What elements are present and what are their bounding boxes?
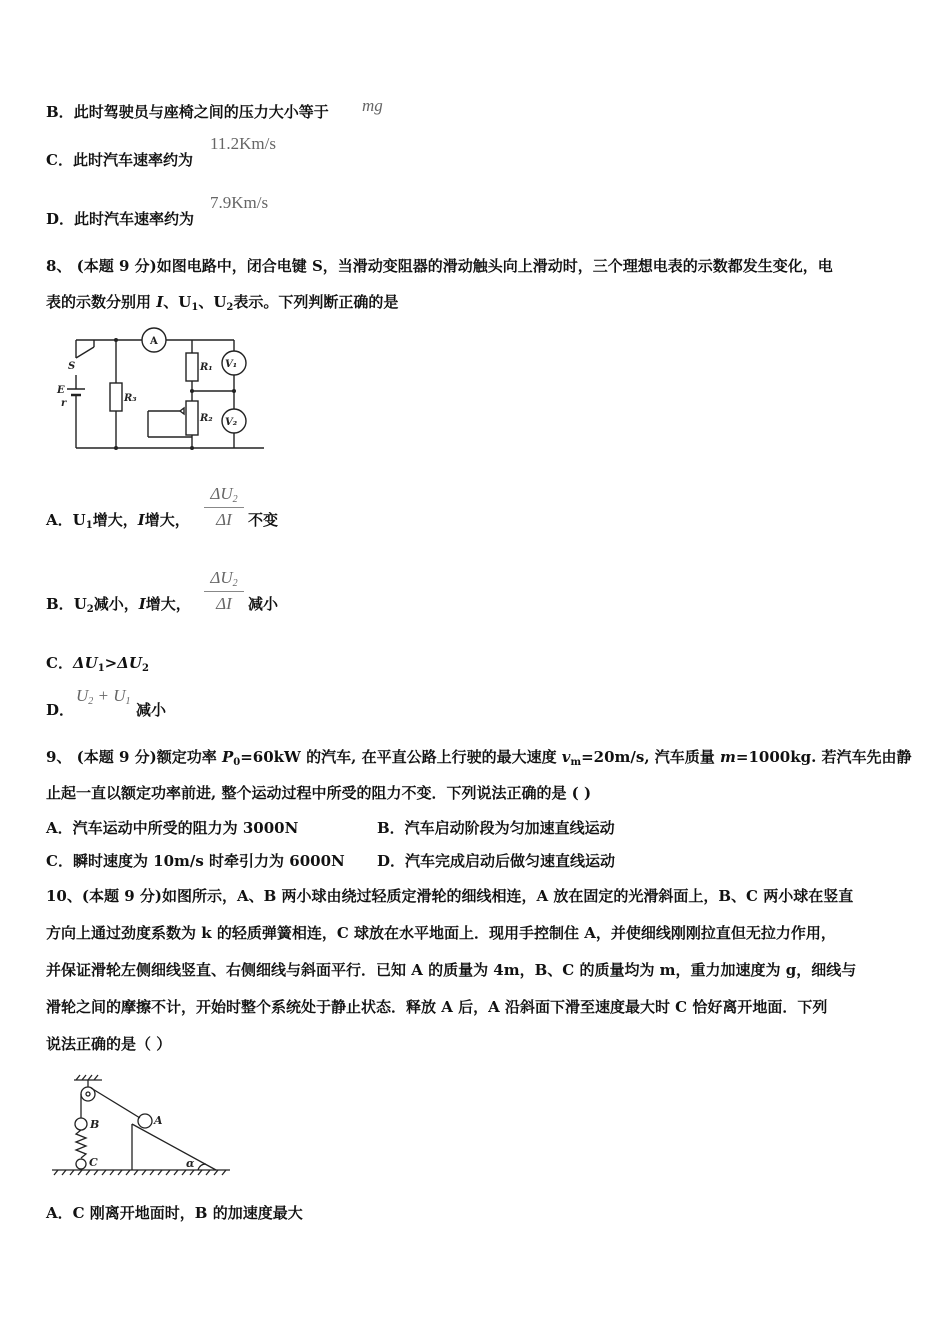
internal-resistance-label: r bbox=[61, 398, 67, 409]
q8-option-d-after: 减小 bbox=[136, 701, 167, 719]
voltmeter-1-label: V₁ bbox=[225, 359, 238, 370]
q10-stem-line3: 并保证滑轮左侧细线竖直、右侧细线与斜面平行．已知 A 的质量为 4m，B、C 的质量均为 m，重力加速度为 g，细线与 bbox=[46, 961, 857, 979]
r2-label: R₂ bbox=[200, 413, 213, 424]
q8-stem-line2: 表的示数分别用 I、$U_1$、$U_2$表示。下列判断正确的是 bbox=[46, 293, 399, 313]
ball-a-label: A bbox=[154, 1114, 163, 1127]
angle-alpha-label: α bbox=[186, 1157, 195, 1170]
switch-label: S bbox=[68, 361, 76, 372]
q8-option-c: C．$\Delta U_1>\Delta U_2$ bbox=[46, 654, 149, 674]
q8-option-a-after: 不变 bbox=[248, 511, 279, 529]
q9-option-c: C．瞬时速度为 10m/s 时牵引力为 6000N bbox=[46, 852, 345, 870]
q8-option-a: A．$U_1$增大，I增大， bbox=[46, 511, 190, 531]
circuit-diagram bbox=[54, 325, 274, 455]
q8-option-d-math: $U_2 + U_1$ bbox=[76, 686, 131, 707]
ammeter-label: A bbox=[150, 336, 158, 347]
ball-b-label: B bbox=[90, 1118, 100, 1131]
q9-option-d: D．汽车完成启动后做匀速直线运动 bbox=[377, 852, 616, 870]
q8-option-a-fraction: $\frac{\Delta U_2}{\Delta I}$ bbox=[204, 484, 244, 530]
q8-stem-line1: 8、 (本题 9 分)如图电路中，闭合电键 S，当滑动变阻器的滑动触头向上滑动时，三个理想电表的示数都发生变化，电 bbox=[46, 257, 833, 275]
q8-option-b-after: 减小 bbox=[248, 595, 279, 613]
q9-stem-line1: 9、 (本题 9 分)额定功率 $P_0=60kW$ 的汽车, 在平直公路上行驶的最大速度 $v_m=20m/s$, 汽车质量 m=1000kg. 若汽车先由静 bbox=[46, 748, 912, 768]
ball-c-label: C bbox=[89, 1156, 98, 1169]
q8-option-b-fraction: $\frac{\Delta U_2}{\Delta I}$ bbox=[204, 568, 244, 614]
q9-stem-line2: 止起一直以额定功率前进, 整个运动过程中所受的阻力不变．下列说法正确的是 ( ) bbox=[46, 784, 592, 802]
q10-stem-line5: 说法正确的是（ ） bbox=[46, 1035, 172, 1053]
r1-label: R₁ bbox=[200, 362, 213, 373]
q7-option-c: C．此时汽车速率约为 bbox=[46, 151, 193, 169]
q10-option-a: A．C 刚离开地面时，B 的加速度最大 bbox=[46, 1204, 303, 1222]
emf-label: E bbox=[57, 385, 65, 396]
q7-option-c-math: 11.2Km/s bbox=[210, 134, 276, 153]
q7-option-d: D．此时汽车速率约为 bbox=[46, 210, 195, 228]
q9-option-b: B．汽车启动阶段为匀加速直线运动 bbox=[377, 819, 615, 837]
q10-stem-line4: 滑轮之间的摩擦不计，开始时整个系统处于静止状态．释放 A 后，A 沿斜面下滑至速度最大时 C 恰好离开地面．下列 bbox=[46, 998, 828, 1016]
q8-option-b: B．$U_2$减小，I增大， bbox=[46, 595, 191, 615]
q7-option-b-math: mg bbox=[362, 96, 383, 115]
pulley-incline-diagram bbox=[48, 1074, 238, 1179]
q7-option-d-math: 7.9Km/s bbox=[210, 193, 269, 212]
q9-option-a: A．汽车运动中所受的阻力为 3000N bbox=[46, 819, 299, 837]
q10-stem-line2: 方向上通过劲度系数为 k 的轻质弹簧相连，C 球放在水平地面上．现用手控制住 A，并使细线刚刚拉直但无拉力作用， bbox=[46, 924, 836, 942]
q7-option-b: B．此时驾驶员与座椅之间的压力大小等于 bbox=[46, 103, 329, 121]
voltmeter-2-label: V₂ bbox=[225, 417, 238, 428]
q8-option-d: D． bbox=[46, 701, 75, 719]
q10-stem-line1: 10、(本题 9 分)如图所示，A、B 两小球由绕过轻质定滑轮的细线相连，A 放在固定的光滑斜面上，B、C 两小球在竖直 bbox=[46, 887, 854, 905]
r3-label: R₃ bbox=[124, 393, 137, 404]
